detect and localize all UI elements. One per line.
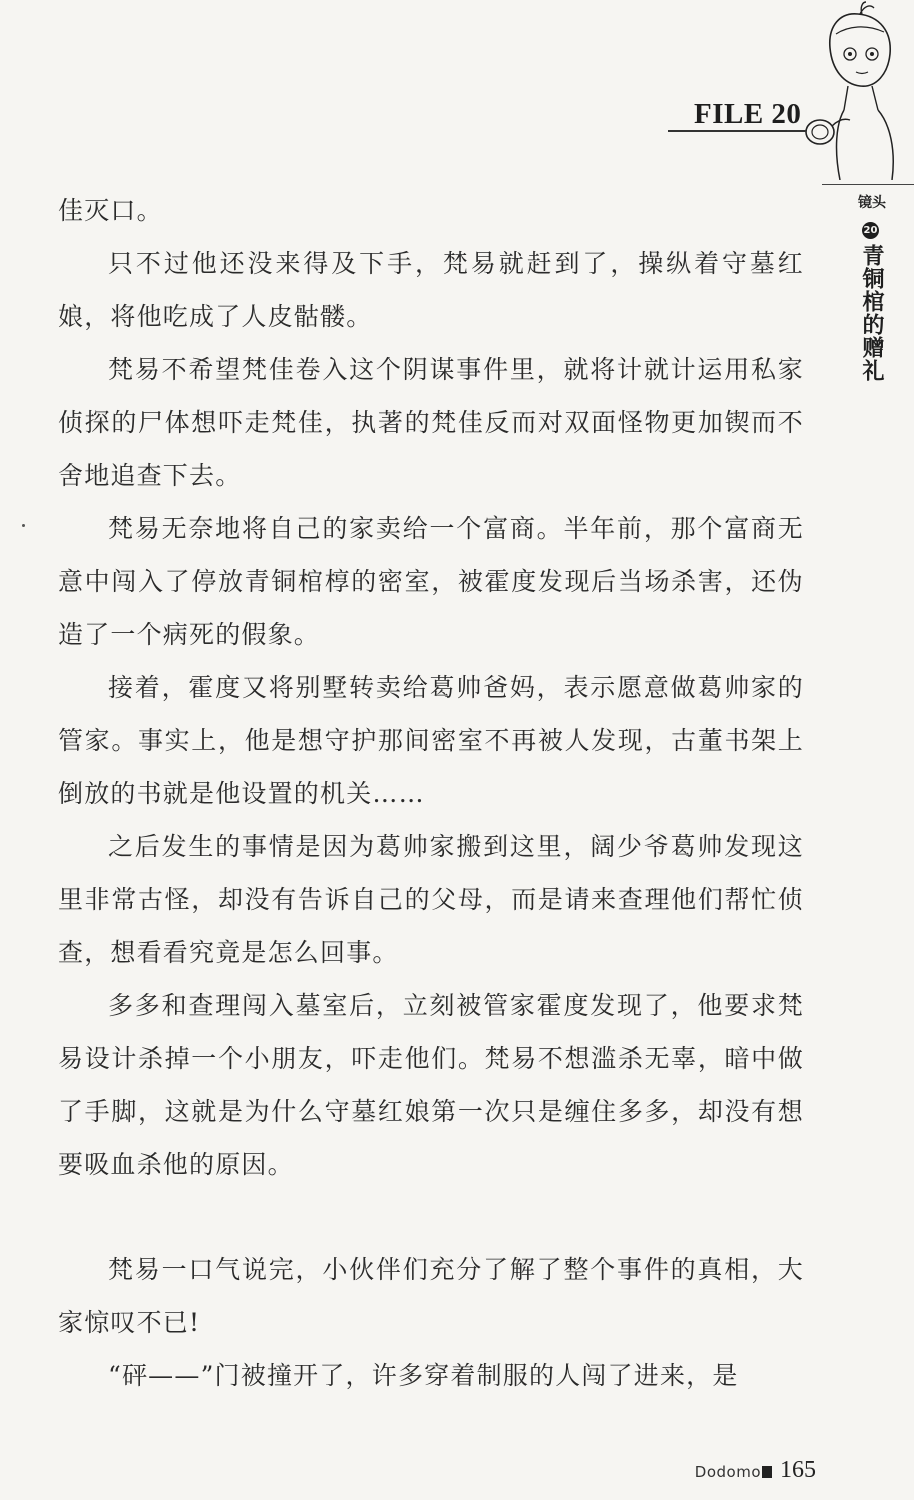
paragraph: 之后发生的事情是因为葛帅家搬到这里，阔少爷葛帅发现这里非常古怪，却没有告诉自己的父母，而是请来查理他们帮忙侦查，想看看究竟是怎么回事。	[58, 832, 804, 967]
paragraph: 梵易不希望梵佳卷入这个阴谋事件里，就将计就计运用私家侦探的尸体想吓走梵佳，执著的梵佳反而对双面怪物更加锲而不舍地追查下去。	[58, 355, 804, 490]
page-number: 165	[780, 1457, 816, 1483]
sidebar-divider	[822, 184, 914, 185]
paragraph: 佳灭口。	[58, 196, 163, 225]
paragraph: 梵易无奈地将自己的家卖给一个富商。半年前，那个富商无意中闯入了停放青铜棺椁的密室，被霍度发现后当场杀害，还伪造了一个病死的假象。	[58, 514, 804, 649]
chapter-number-badge: 20	[862, 222, 879, 239]
brand-logo-icon	[762, 1466, 772, 1478]
paragraph: 梵易一口气说完，小伙伴们充分了解了整个事件的真相，大家惊叹不已!	[58, 1255, 804, 1337]
file-rule	[668, 130, 806, 132]
sidebar-category: 镜头	[858, 195, 886, 211]
file-header	[660, 96, 810, 136]
paragraph: “砰——”门被撞开了，许多穿着制服的人闯了进来，是	[108, 1361, 739, 1390]
page-footer	[695, 1457, 816, 1484]
paragraph: 只不过他还没来得及下手，梵易就赶到了，操纵着守墓红娘，将他吃成了人皮骷髅。	[58, 249, 804, 331]
paragraph: 接着，霍度又将别墅转卖给葛帅爸妈，表示愿意做葛帅家的管家。事实上，他是想守护那间密室不再被人发现，古董书架上倒放的书就是他设置的机关……	[58, 673, 804, 808]
paragraph: 多多和查理闯入墓室后，立刻被管家霍度发现了，他要求梵易设计杀掉一个小朋友，吓走他们。梵易不想滥杀无辜，暗中做了手脚，这就是为什么守墓红娘第一次只是缠住多多，却没有想要吸血杀他的原因。	[58, 991, 804, 1179]
body-text	[58, 184, 804, 1402]
brand-name: Dodomo	[695, 1463, 772, 1481]
print-speck	[22, 524, 25, 527]
mascot-illustration	[800, 0, 914, 180]
chapter-title: 青铜棺的赠礼	[859, 244, 885, 382]
file-label: FILE 20	[694, 98, 802, 130]
